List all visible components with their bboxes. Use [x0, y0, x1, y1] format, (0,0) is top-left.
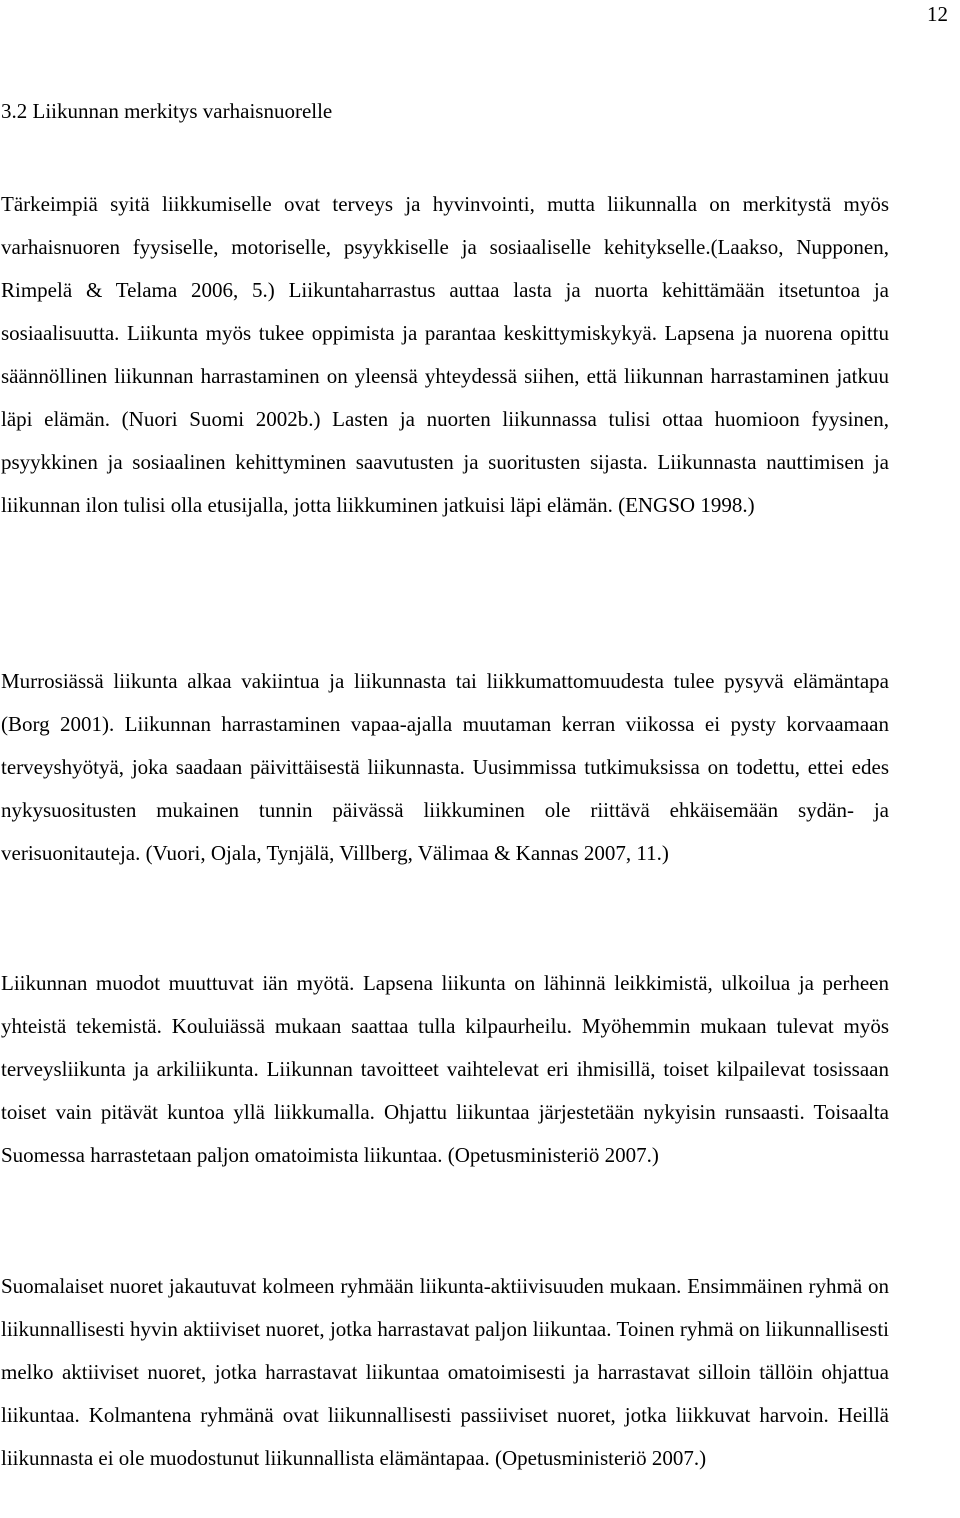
paragraph-3: Liikunnan muodot muuttuvat iän myötä. Lapsena liikunta on lähinnä leikkimistä, ulkoilua ja perheen yhteistä tekemistä. Kouluiässä mukaan saattaa tulla kilpaurheilu. Myöhemmin mukaan tulevat myös terveysliikunta ja arkiliikunta. Liikunnan tavoitteet vaihtelevat eri ihmisillä, toiset kilpailevat tosissaan toiset vain pitävät kuntoa yllä liikkumalla. Ohjattu liikuntaa järjestetään nykyisin runsaasti. Toisaalta Suomessa harrastetaan paljon omatoimista liikuntaa. (Opetusministeriö 2007.)	[1, 971, 889, 1167]
paragraph-1: Tärkeimpiä syitä liikkumiselle ovat terveys ja hyvinvointi, mutta liikunnalla on merkitystä myös varhaisnuoren fyysiselle, motoriselle, psyykkiselle ja sosiaaliselle kehitykselle.(Laakso, Nupponen, Rimpelä & Telama 2006, 5.) Liikuntaharrastus auttaa lasta ja nuorta kehittämään itsetuntoa ja sosiaalisuutta. Liikunta myös tukee oppimista ja parantaa keskittymiskykyä. Lapsena ja nuorena opittu säännöllinen liikunnan harrastaminen on yleensä yhteydessä siihen, että liikunnan harrastaminen jatkuu läpi elämän. (Nuori Suomi 2002b.) Lasten ja nuorten liikunnassa tulisi ottaa huomioon fyysinen, psyykkinen ja sosiaalinen kehittyminen saavutusten ja suoritusten sijasta. Liikunnasta nauttimisen ja liikunnan ilon tulisi olla etusijalla, jotta liikkuminen jatkuisi läpi elämän. (ENGSO 1998.)	[1, 192, 889, 517]
section-heading: 3.2 Liikunnan merkitys varhaisnuorelle	[1, 99, 333, 123]
paragraph-2: Murrosiässä liikunta alkaa vakiintua ja liikunnasta tai liikkumattomuudesta tulee pysyvä elämäntapa (Borg 2001). Liikunnan harrastaminen vapaa-ajalla muutaman kerran viikossa ei pysty korvaamaan terveyshyötyä, joka saadaan päivittäisestä liikunnasta. Uusimmissa tutkimuksissa on todettu, ettei edes nykysuositusten mukainen tunnin päivässä liikkuminen ole riittävä ehkäisemään sydän- ja verisuonitauteja. (Vuori, Ojala, Tynjälä, Villberg, Välimaa & Kannas 2007, 11.)	[1, 669, 889, 865]
page-number: 12	[927, 2, 948, 26]
paragraph-4: Suomalaiset nuoret jakautuvat kolmeen ryhmään liikunta-aktiivisuuden mukaan. Ensimmäinen ryhmä on liikunnallisesti hyvin aktiiviset nuoret, jotka harrastavat paljon liikuntaa. Toinen ryhmä on liikunnallisesti melko aktiiviset nuoret, jotka harrastavat liikuntaa omatoimisesti ja harrastavat silloin tällöin ohjattua liikuntaa. Kolmantena ryhmänä ovat liikunnallisesti passiiviset nuoret, jotka liikkuvat harvoin. Heillä liikunnasta ei ole muodostunut liikunnallista elämäntapaa. (Opetusministeriö 2007.)	[1, 1274, 889, 1470]
